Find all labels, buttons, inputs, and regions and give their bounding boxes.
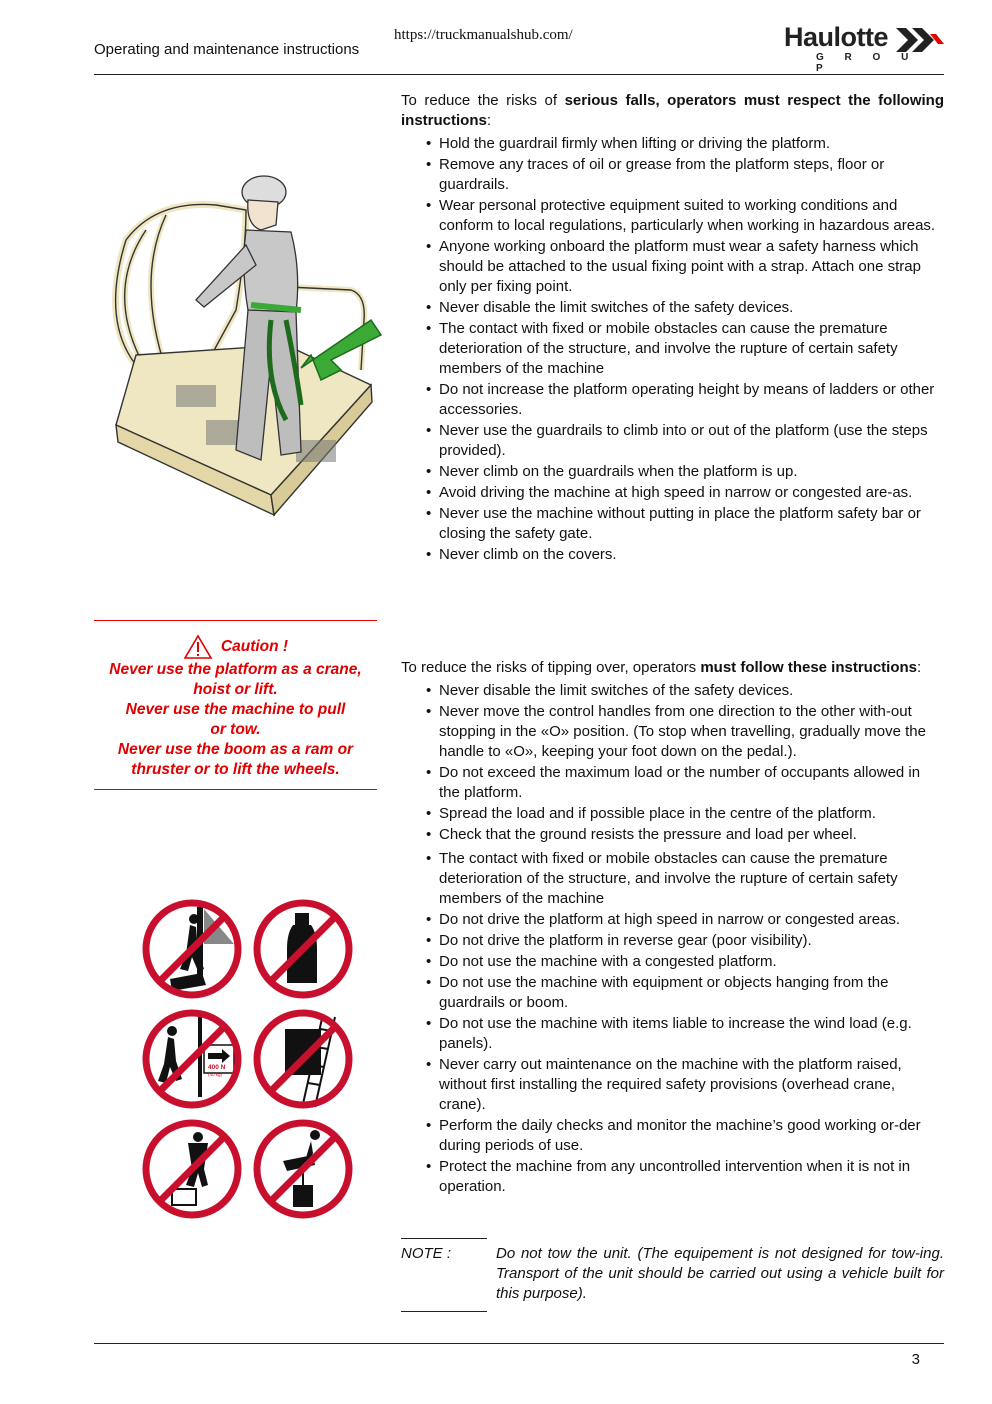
logo-word: Haulotte (784, 22, 888, 52)
header-url[interactable]: https://truckmanualshub.com/ (394, 27, 573, 43)
list-item: • Remove any traces of oil or grease from the platform steps, floor or guardrails. (439, 155, 944, 195)
page-header (94, 0, 944, 75)
platform-harness-illustration (96, 170, 396, 525)
caution-line: Never use the boom as a ram or thruster or to lift the wheels. (117, 741, 354, 778)
no-hanging-load-sign-icon (257, 1123, 349, 1215)
list-item: • Do not drive the platform at high speed in narrow or congested areas. (439, 910, 944, 930)
tipping-list-b (401, 849, 944, 1197)
list-item: • The contact with fixed or mobile obstacles can cause the premature deterioration of the structure, and involve the rupture of certain safety members of the machine (439, 849, 944, 909)
no-ladder-sign-icon (257, 1013, 349, 1107)
list-item: • Perform the daily checks and monitor the machine’s good working or-der during periods of use. (439, 1116, 944, 1156)
list-item: • Do not use the machine with a congested platform. (439, 952, 944, 972)
note-text: Do not tow the unit. (The equipement is not designed for tow-ing. Transport of the unit should be carried out using a vehicle built for this purpose). (496, 1245, 944, 1302)
no-pull-load-sign-icon (146, 1013, 238, 1105)
warning-triangle-icon (183, 634, 213, 660)
caution-line: Never use the machine to pull or tow. (125, 701, 346, 738)
list-item: • Never climb on the guardrails when the platform is up. (439, 462, 944, 482)
falls-intro: To reduce the risks of serious falls, operators must respect the following instructions: (401, 92, 944, 129)
note-rule-top (401, 1238, 487, 1239)
list-item: • Never move the control handles from one direction to the other with-out stopping in the «O» position. (To stop when travelling, gradually move the handle to «O», keeping your foot down on the pedal.). (439, 702, 944, 762)
header-title: Operating and maintenance instructions (94, 41, 360, 58)
list-item: • Anyone working onboard the platform must wear a safety harness which should be attached to the usual fixing point with a strap. Attach one strap only per fixing point. (439, 237, 944, 297)
falls-section (401, 91, 944, 566)
no-thruster-sign-icon (146, 1123, 238, 1215)
list-item: • Never disable the limit switches of the safety devices. (439, 681, 944, 701)
list-item: • Do not exceed the maximum load or the number of occupants allowed in the platform. (439, 763, 944, 803)
svg-text:400 N: 400 N (208, 1064, 226, 1071)
caution-heading (94, 634, 377, 660)
logo-group-text: G R O U P (816, 52, 918, 74)
list-item: • Do not use the machine with equipment or objects hanging from the guardrails or boom. (439, 973, 944, 1013)
note-label: NOTE : (401, 1245, 452, 1262)
list-item: • Hold the guardrail firmly when lifting or driving the platform. (439, 134, 944, 154)
prohibition-signs (140, 897, 358, 1227)
note-rule-bottom (401, 1311, 487, 1312)
list-item: • Never carry out maintenance on the machine with the platform raised, without first installing the required safety provisions (overhead crane, crane). (439, 1055, 944, 1115)
no-crane-sign-icon (146, 903, 238, 995)
tipping-section (401, 658, 944, 1198)
list-item: • Protect the machine from any uncontrolled intervention when it is not in operation. (439, 1157, 944, 1197)
tipping-intro: To reduce the risks of tipping over, operators must follow these instructions: (401, 659, 922, 676)
list-item: • Check that the ground resists the pressure and load per wheel. (439, 825, 944, 845)
footer-rule (94, 1343, 944, 1344)
page-number: 3 (911, 1351, 920, 1368)
list-item: • Do not drive the platform in reverse gear (poor visibility). (439, 931, 944, 951)
haulotte-logo (784, 22, 944, 74)
list-item: • The contact with fixed or mobile obstacles can cause the premature deterioration of the structure, and involve the rupture of certain safety members of the machine (439, 319, 944, 379)
list-item: • Spread the load and if possible place in the centre of the platform. (439, 804, 944, 824)
list-item: • Never climb on the covers. (439, 545, 944, 565)
falls-list (401, 134, 944, 565)
list-item: • Avoid driving the machine at high speed in narrow or congested are-as. (439, 483, 944, 503)
list-item: • Never use the machine without putting in place the platform safety bar or closing the safety gate. (439, 504, 944, 544)
caution-line: Never use the platform as a crane, hoist or lift. (109, 661, 362, 698)
caution-title: Caution ! (220, 638, 289, 655)
list-item: • Wear personal protective equipment suited to working conditions and conform to local regulations, particularly when working in hazardous areas. (439, 196, 944, 236)
logo-chevron-icon (896, 28, 944, 52)
tipping-list-a (401, 681, 944, 845)
list-item: • Do not increase the platform operating height by means of ladders or other accessories. (439, 380, 944, 420)
svg-text:(40 kg): (40 kg) (208, 1072, 223, 1077)
no-bottle-sign-icon (257, 903, 349, 995)
list-item: • Never use the guardrails to climb into or out of the platform (use the steps provided). (439, 421, 944, 461)
caution-box (94, 620, 377, 790)
list-item: • Do not use the machine with items liable to increase the wind load (e.g. panels). (439, 1014, 944, 1054)
list-item: • Never disable the limit switches of the safety devices. (439, 298, 944, 318)
